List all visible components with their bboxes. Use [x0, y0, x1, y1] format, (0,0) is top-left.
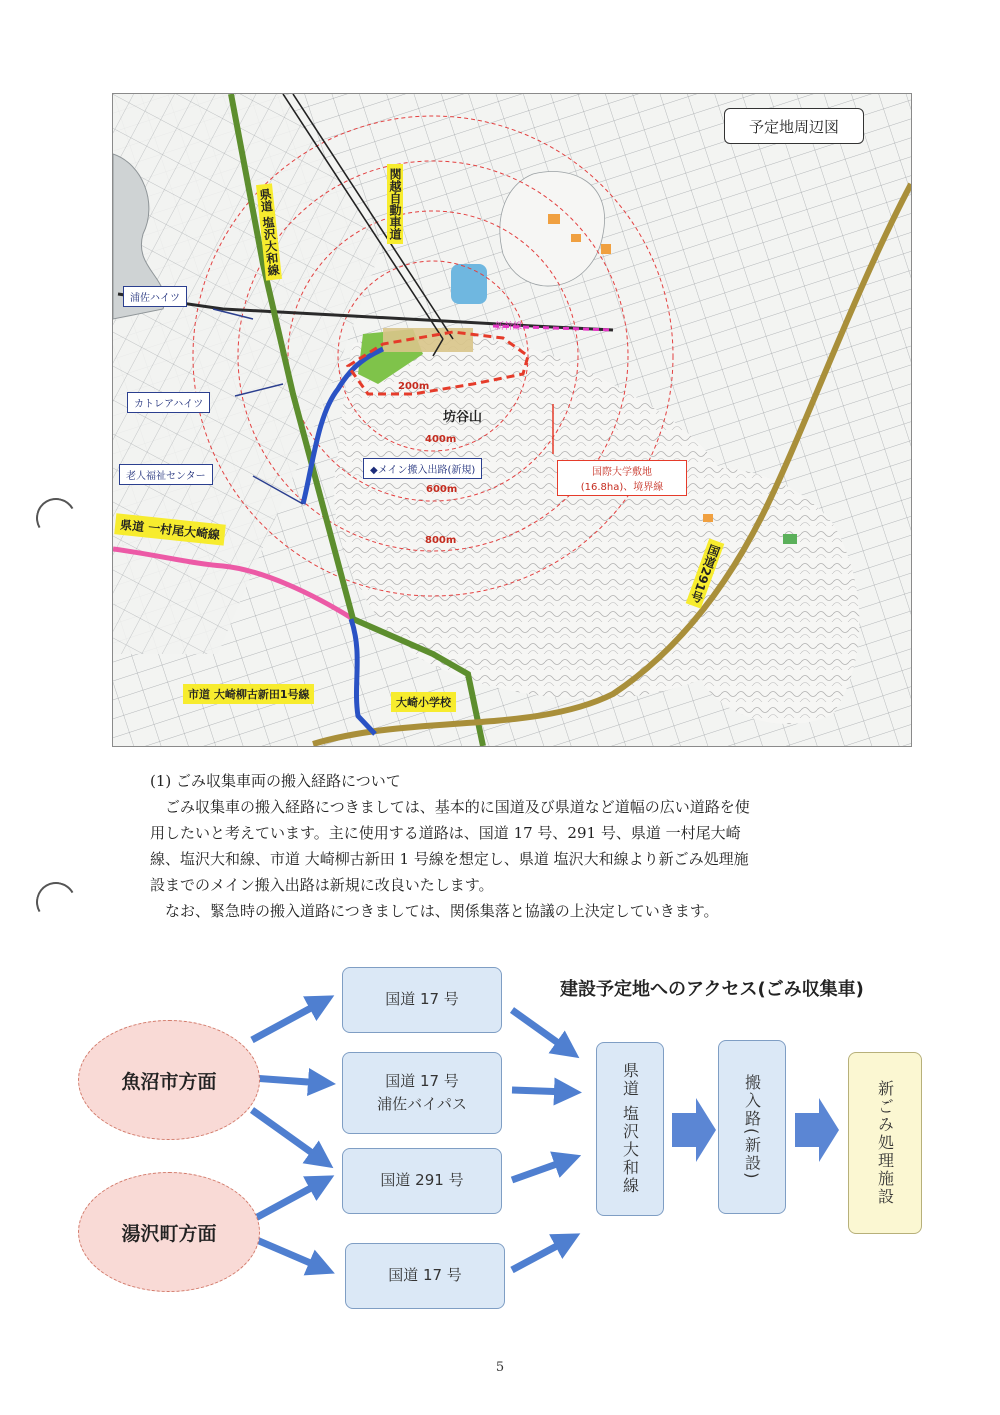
label-main-route: ◆メイン搬入出路(新規)	[363, 458, 482, 479]
origin-yuzawa: 湯沢町方面	[78, 1172, 260, 1292]
route-label: 国道 291 号	[380, 1171, 464, 1190]
binder-hole-mark	[32, 878, 81, 927]
route-description	[150, 768, 890, 924]
arrow-origin1-route3	[252, 1110, 322, 1160]
pref-road-label: 県道 塩沢大和線	[620, 1062, 640, 1196]
label-urasa-heights: 浦佐ハイツ	[123, 286, 187, 307]
radius-800: 800m	[425, 535, 457, 546]
label-national-291: 国道291号	[686, 538, 725, 608]
building-orange	[703, 514, 713, 522]
label-school: 大崎小学校	[391, 692, 456, 712]
iuj-site-detail: (16.8ha)、境界線	[580, 482, 664, 493]
green-patch	[783, 534, 797, 544]
destination-label: 新ごみ処理施設	[875, 1080, 895, 1206]
label-cattleya-heights: カトレアハイツ	[127, 392, 210, 413]
pond	[451, 264, 487, 304]
route-box-17-bypass	[342, 1052, 502, 1134]
label-pref-road-shiozawa: 県道 塩沢大和線	[256, 183, 282, 280]
building-orange	[548, 214, 560, 224]
label-iuj-site	[557, 460, 687, 496]
map-title: 予定地周辺図	[724, 108, 864, 144]
label-expressway: 関越自動車道	[387, 164, 403, 244]
origin-uonuma: 魚沼市方面	[78, 1020, 260, 1140]
pref-road-box	[596, 1042, 664, 1216]
paragraph-line: 設までのメイン搬入出路は新規に改良いたします。	[150, 876, 494, 894]
route-sublabel: 浦佐バイパス	[377, 1095, 467, 1113]
arrow-route4-pref	[512, 1240, 568, 1270]
iuj-site-name: 国際大学敷地	[592, 467, 652, 478]
arrow-origin2-route3	[252, 1182, 322, 1220]
paragraph-line: 用したいと考えています。主に使用する道路は、国道 17 号、291 号、県道 一村尾大崎	[150, 824, 741, 842]
route-box-17	[342, 967, 502, 1033]
building-orange	[601, 244, 611, 254]
arrow-origin1-route1	[252, 1002, 322, 1040]
access-road-box	[718, 1040, 786, 1214]
page-number: 5	[495, 1360, 505, 1375]
block-arrow-2	[795, 1098, 839, 1162]
radius-400: 400m	[425, 434, 457, 445]
route-label: 国道 17 号	[385, 1071, 459, 1090]
route-box-291	[342, 1148, 502, 1214]
label-railway: 新幹線	[495, 322, 523, 332]
binder-hole-mark	[32, 494, 81, 543]
destination-box	[848, 1052, 922, 1234]
route-label: 国道 17 号	[385, 990, 459, 1009]
arrow-route2-pref	[512, 1090, 568, 1092]
paragraph-line: 線、塩沢大和線、市道 大崎柳古新田 1 号線を想定し、県道 塩沢大和線より新ごみ処理施	[150, 850, 749, 868]
flow-title: 建設予定地へのアクセス(ごみ収集車)	[560, 979, 864, 1000]
arrow-route3-pref	[512, 1160, 568, 1180]
arrow-route1-pref	[512, 1010, 568, 1050]
paragraph-line: ごみ収集車の搬入経路につきましては、基本的に国道及び県道など道幅の広い道路を使	[165, 798, 750, 816]
section-heading: (1) ごみ収集車両の搬入経路について	[150, 772, 401, 790]
label-pref-road-ichimura: 県道 一村尾大崎線	[114, 513, 226, 545]
route-box-17-south	[345, 1243, 505, 1309]
label-elderly-center: 老人福祉センター	[119, 464, 213, 485]
paragraph-line: なお、緊急時の搬入道路につきましては、関係集落と協議の上決定していきます。	[165, 902, 719, 920]
area-map	[112, 93, 912, 747]
building-orange	[571, 234, 581, 242]
arrow-origin2-route4	[252, 1238, 322, 1268]
route-label: 国道 17 号	[388, 1266, 462, 1285]
block-arrow-1	[672, 1098, 716, 1162]
arrow-origin1-route2	[252, 1078, 322, 1083]
radius-600: 600m	[426, 484, 458, 495]
label-city-road: 市道 大崎柳古新田1号線	[183, 684, 314, 704]
radius-200: 200m	[398, 381, 430, 392]
label-mountain: 坊谷山	[443, 410, 483, 425]
map-graphics	[113, 94, 911, 746]
access-road-label: 搬入路(新設)	[742, 1073, 762, 1181]
